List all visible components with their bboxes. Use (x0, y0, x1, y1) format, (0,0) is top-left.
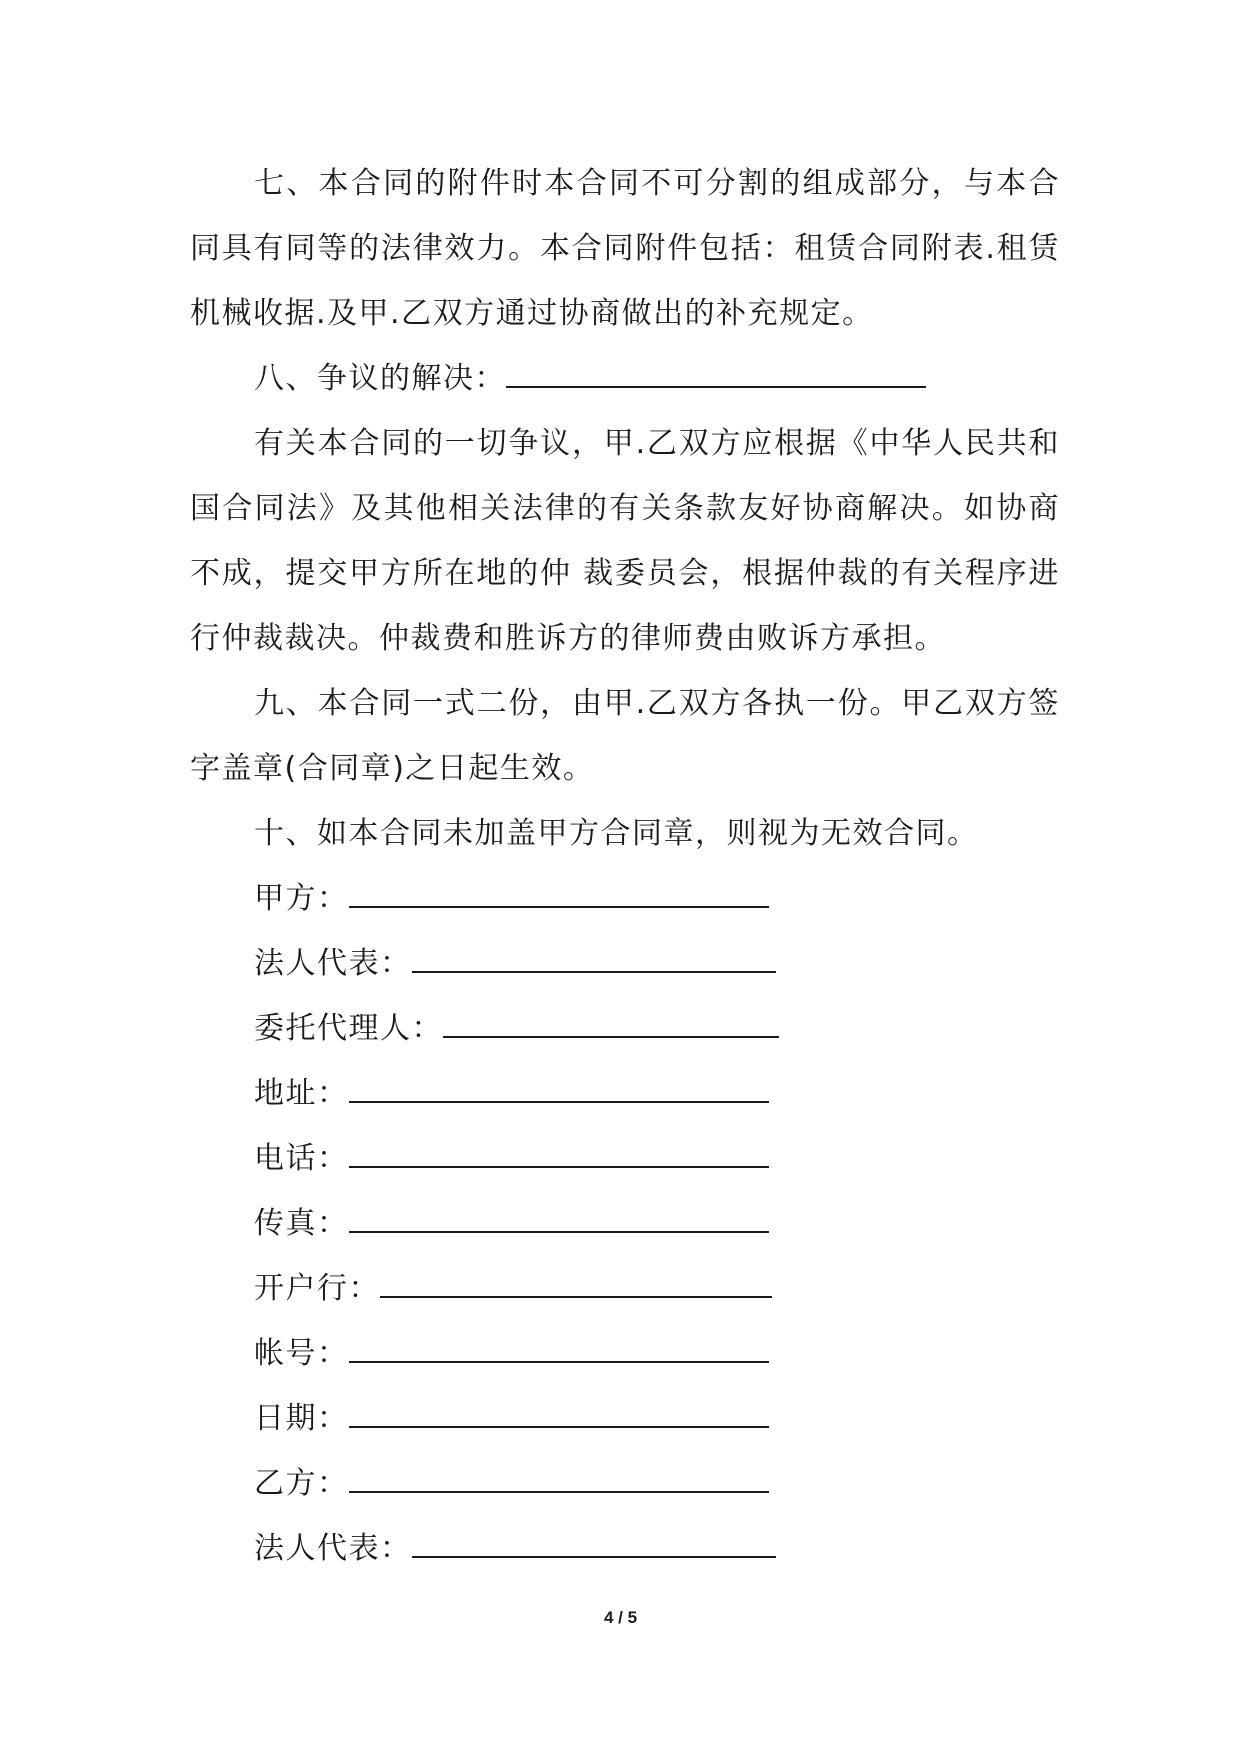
signature-field-legal-rep-a (190, 931, 1060, 996)
page-number: 4 / 5 (603, 1608, 638, 1627)
field-label: 日期： (254, 1401, 349, 1436)
clause-9: 九、本合同一式二份，由甲.乙双方各执一份。甲乙双方签字盖章(合同章)之日起生效。 (190, 686, 1060, 786)
field-label: 开户行： (254, 1271, 380, 1306)
signature-blank (412, 945, 776, 973)
document-body (190, 151, 1060, 1581)
field-label: 甲方： (254, 881, 349, 916)
clause-7: 七、本合同的附件时本合同不可分割的组成部分，与本合同具有同等的法律效力。本合同附件包括：租赁合同附表.租赁机械收据.及甲.乙双方通过协商做出的补充规定。 (190, 166, 1060, 331)
signature-blank (349, 1205, 769, 1233)
signature-field-phone (190, 1126, 1060, 1191)
field-label: 传真： (254, 1206, 349, 1241)
signature-blank (349, 880, 769, 908)
clause-8-body: 有关本合同的一切争议，甲.乙双方应根据《中华人民共和国合同法》及其他相关法律的有关条款友好协商解决。如协商不成，提交甲方所在地的仲 裁委员会，根据仲裁的有关程序进行仲裁裁决。仲裁费和胜诉方的律师费由败诉方承担。 (190, 426, 1060, 656)
field-label: 法人代表： (254, 946, 412, 981)
signature-blank (349, 1465, 769, 1493)
signature-blank (349, 1075, 769, 1103)
field-label: 地址： (254, 1076, 349, 1111)
signature-blank (443, 1010, 779, 1038)
field-label: 委托代理人： (254, 1011, 443, 1046)
signature-field-legal-rep-b (190, 1516, 1060, 1581)
signature-field-date (190, 1386, 1060, 1451)
signature-blank (349, 1140, 769, 1168)
clause-10: 十、如本合同未加盖甲方合同章，则视为无效合同。 (254, 816, 979, 851)
signature-field-account (190, 1321, 1060, 1386)
signature-field-fax (190, 1191, 1060, 1256)
dispute-resolution-blank (506, 360, 926, 388)
field-label: 乙方： (254, 1466, 349, 1501)
signature-blank (349, 1335, 769, 1363)
field-label: 电话： (254, 1141, 349, 1176)
signature-field-address (190, 1061, 1060, 1126)
signature-field-agent (190, 996, 1060, 1061)
signature-blank (412, 1530, 776, 1558)
signature-field-party-b (190, 1451, 1060, 1516)
signature-field-party-a (190, 866, 1060, 931)
field-label: 帐号： (254, 1336, 349, 1371)
signature-field-bank (190, 1256, 1060, 1321)
field-label: 法人代表： (254, 1531, 412, 1566)
signature-blank (349, 1400, 769, 1428)
signature-blank (380, 1270, 772, 1298)
dispute-resolution-line (190, 346, 1060, 411)
clause-8-heading: 八、争议的解决： (254, 361, 506, 396)
